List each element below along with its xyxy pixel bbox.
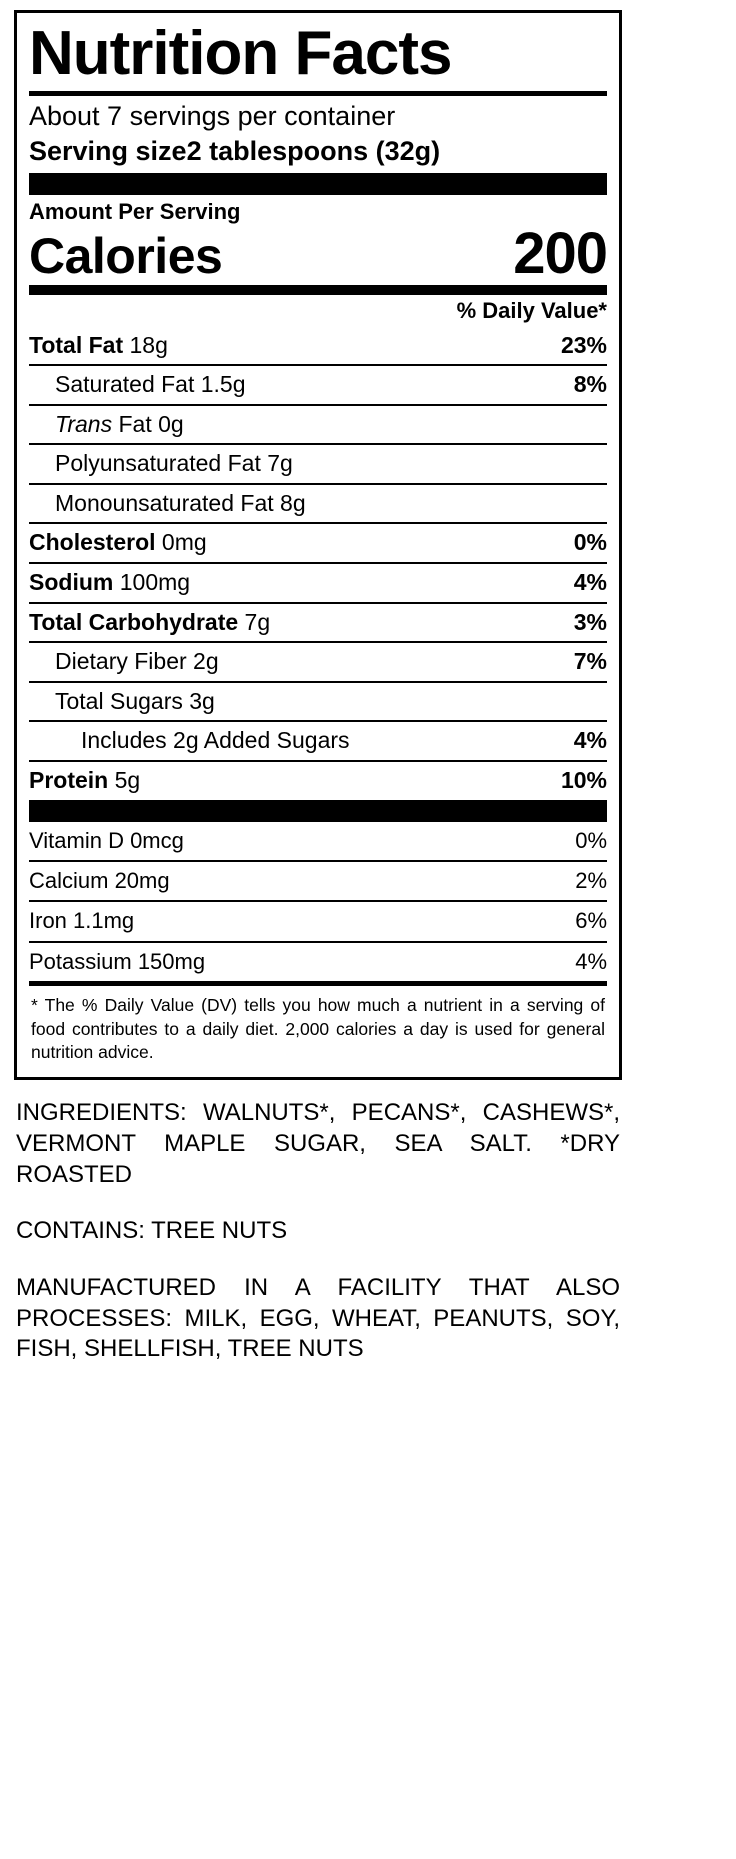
nutrient-name: Monounsaturated Fat	[55, 489, 274, 516]
nutrient-dv: 4%	[573, 727, 607, 754]
daily-value-header: % Daily Value*	[456, 297, 607, 323]
servings-per-container: About 7 servings per container	[29, 101, 396, 131]
nutrient-dv: 10%	[560, 767, 607, 794]
serving-size: Serving size2 tablespoons (32g)	[29, 135, 441, 166]
nutrient-name: Total Carbohydrate	[29, 608, 239, 635]
divider-thick-bottom	[29, 800, 607, 822]
vitamin-list	[29, 822, 607, 982]
nutrient-name: Saturated Fat	[55, 371, 195, 398]
nutrient-amount: 7g	[267, 450, 293, 477]
nutrient-name: Protein	[29, 767, 109, 794]
nutrient-row	[29, 327, 607, 365]
vitamin-row	[29, 860, 607, 900]
nutrient-row	[29, 483, 607, 523]
vitamin-dv: 2%	[575, 868, 607, 894]
nutrient-amount: 5g	[114, 767, 141, 794]
nutrient-amount: 18g	[129, 331, 168, 358]
amount-per-serving-label: Amount Per Serving	[29, 198, 241, 224]
nutrient-amount: 3g	[189, 687, 215, 714]
vitamin-name: Potassium 150mg	[29, 948, 206, 974]
nutrient-row	[29, 602, 607, 642]
nutrient-amount: 100mg	[119, 569, 191, 596]
vitamin-dv: 0%	[575, 827, 607, 853]
nutrient-row	[29, 760, 607, 800]
ingredients-text: INGREDIENTS: WALNUTS*, PECANS*, CASHEWS*, VERMONT MAPLE SUGAR, SEA SALT. *DRY ROASTED	[16, 1099, 620, 1188]
vitamin-row	[29, 822, 607, 860]
contains-text: CONTAINS: TREE NUTS	[16, 1217, 288, 1245]
page-title: Nutrition Facts	[29, 19, 452, 88]
nutrient-name: Total Sugars	[55, 687, 183, 714]
nutrient-amount: 1.5g	[200, 371, 246, 398]
trans-word: Trans	[55, 410, 113, 437]
nutrient-amount: 8g	[280, 489, 306, 516]
nutrient-amount: 0mg	[161, 529, 207, 556]
nutrient-dv: 7%	[573, 648, 607, 675]
nutrient-row	[29, 364, 607, 404]
nutrient-row	[29, 720, 607, 760]
divider-under-calories	[29, 285, 607, 295]
vitamin-row	[29, 941, 607, 981]
ingredients-section	[14, 1080, 622, 1365]
nutrient-dv: 23%	[560, 331, 607, 358]
footnote-star: *	[31, 995, 38, 1016]
nutrient-row	[29, 443, 607, 483]
nutrient-row	[29, 641, 607, 681]
nutrient-amount: 7g	[244, 608, 271, 635]
nutrient-list	[29, 327, 607, 800]
nutrient-dv: 0%	[573, 529, 607, 556]
nutrient-amount: 2g	[193, 648, 219, 675]
nutrient-row	[29, 681, 607, 721]
nutrient-dv: 4%	[573, 569, 607, 596]
calories-label: Calories	[29, 228, 223, 284]
nutrient-row	[29, 522, 607, 562]
nutrient-name: Dietary Fiber	[55, 648, 187, 675]
facility-text: MANUFACTURED IN A FACILITY THAT ALSO PROCESSES: MILK, EGG, WHEAT, PEANUTS, SOY, FISH, SHELLFISH, TREE NUTS	[16, 1273, 620, 1363]
vitamin-dv: 4%	[575, 948, 607, 974]
nutrient-row	[29, 562, 607, 602]
nutrient-name: Polyunsaturated Fat	[55, 450, 261, 477]
nutrient-name: Cholesterol	[29, 529, 156, 556]
nutrient-row	[29, 404, 607, 444]
footnote-text: The % Daily Value (DV) tells you how much a nutrient in a serving of food contributes to a daily diet. 2,000 calories a day is used for general nutrition advice.	[31, 995, 606, 1063]
vitamin-name: Iron 1.1mg	[29, 908, 135, 934]
nutrient-dv: 3%	[573, 608, 607, 635]
divider-thick-top	[29, 173, 607, 195]
nutrition-facts-panel	[14, 10, 622, 1080]
daily-value-footnote	[29, 981, 607, 1067]
nutrient-name: Total Fat	[29, 331, 124, 358]
calories-value: 200	[513, 220, 607, 286]
vitamin-name: Calcium 20mg	[29, 868, 170, 894]
nutrient-name: Sodium	[29, 569, 114, 596]
vitamin-row	[29, 900, 607, 940]
nutrient-name: Includes 2g Added Sugars	[81, 727, 350, 754]
nutrient-amount: Fat 0g	[118, 410, 184, 437]
nutrient-dv: 8%	[573, 371, 607, 398]
calories-row	[29, 220, 607, 286]
vitamin-dv: 6%	[575, 908, 607, 934]
vitamin-name: Vitamin D 0mcg	[29, 827, 184, 853]
